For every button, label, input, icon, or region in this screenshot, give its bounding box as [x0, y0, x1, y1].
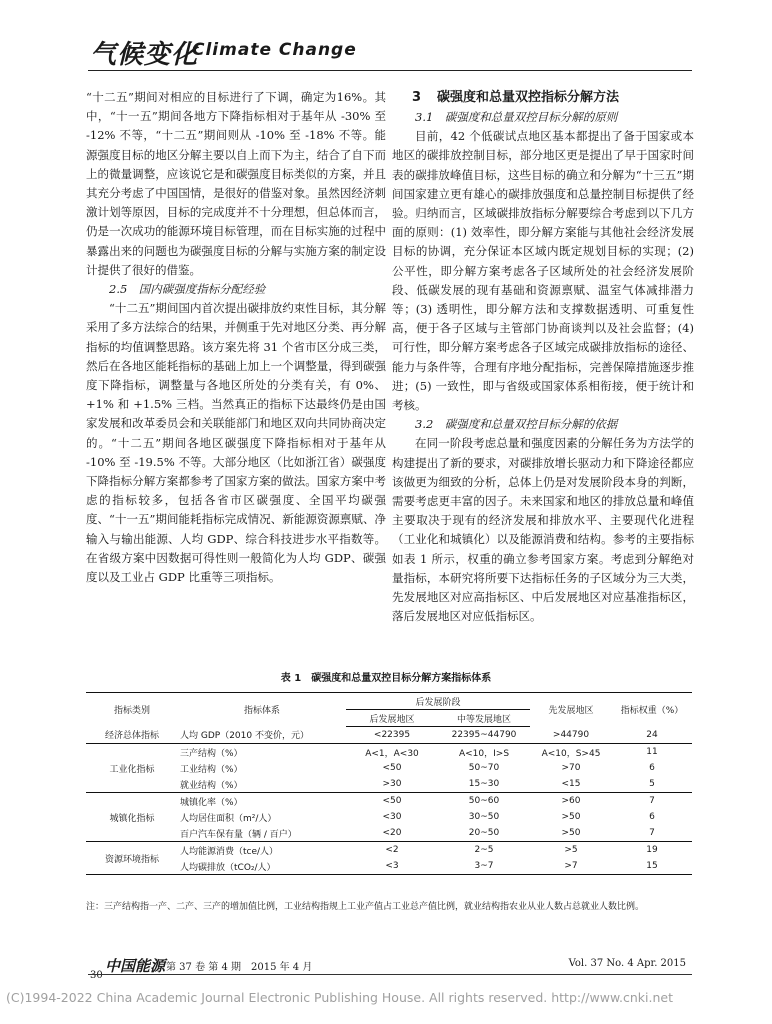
cell-first: >5 — [564, 845, 578, 855]
cell-late: <50 — [382, 796, 402, 806]
th-mid: 中等发展地区 — [438, 710, 530, 727]
cell-mid: 20~50 — [438, 825, 530, 842]
journal-title-en: Climate Change — [192, 40, 357, 60]
cell-category: 资源环境指标 — [86, 842, 178, 875]
cell-first: A<10，S>45 — [541, 748, 601, 759]
cell-category: 工业化指标 — [86, 744, 178, 793]
cell-mid: 2~5 — [474, 845, 494, 855]
table-row — [86, 744, 692, 761]
cell-first: >60 — [561, 796, 581, 806]
cell-mid: A<10，I>S — [458, 748, 510, 759]
cell-first: >70 — [561, 763, 581, 773]
cell-indicator: 人均居住面积（m²/人） — [180, 813, 277, 824]
cell-weight: 15 — [612, 858, 692, 875]
cell-indicator: 城镇化率（%） — [180, 797, 243, 808]
table-row — [86, 842, 692, 859]
paragraph: “十二五”期间国内首次提出碳排放约束性目标，其分解采用了多方法综合的结果，并侧重于先对地区分类、再分解指标的均值调整思路。该方案先将 31 个省市区分成三类，然后在各地区能耗指标的基础上加上一个调整量，得到碳强度下降指标，调整量与各地区所处的分类有关，有 0%、+1% 和 +1.5% 三档。当然真正的指标下达最终仍是由国家发展和改革委员会和关联能部门和地区双向共同协商决定的。“十二五”期间各地区碳强度下降指标相对于基年从 -10% 至 -19.5% 不等。大部分地区（比如浙江省）碳强度下降指标分解方案都参考了国家方案的做法。国家方案中考虑的指标较多，包括各省市区碳强度、全国平均碳强度、“十一五”期间能耗指标完成情况、新能源资源禀赋、净输入与输出能源、人均 GDP、综合科技进步水平指数等。在省级方案中因数据可得性则一般简化为人均 GDP、碳强度以及工业占 GDP 比重等三项指标。 — [86, 301, 386, 585]
th-category: 指标类别 — [86, 693, 178, 727]
cell-indicator: 三产结构（%） — [180, 748, 243, 759]
cell-first: >50 — [530, 825, 612, 842]
footer-rule — [88, 974, 692, 975]
cell-weight: 19 — [646, 845, 658, 855]
volume-info: Vol. 37 No. 4 Apr. 2015 — [568, 958, 686, 969]
cell-late: <3 — [346, 858, 438, 875]
cell-indicator: 人均 GDP（2010 不变价，元） — [178, 727, 346, 744]
table-row — [86, 793, 692, 810]
journal-logo: 中国能源 — [105, 957, 166, 975]
header-rule — [88, 70, 692, 71]
cell-weight: 11 — [646, 747, 658, 757]
cell-first: >7 — [530, 858, 612, 875]
cell-late: >30 — [346, 776, 438, 793]
cell-late: <50 — [382, 763, 402, 773]
th-weight: 指标权重（%） — [612, 693, 692, 727]
cell-mid: 50~70 — [468, 763, 500, 773]
cell-first: >50 — [561, 812, 581, 822]
journal-title-cn: 气候变化 — [90, 40, 199, 70]
section-title: 碳强度和总量双控指标分解方法 — [437, 90, 620, 105]
cell-mid: 15~30 — [438, 776, 530, 793]
section-heading-3-2: 3.2 碳强度和总量双控目标分解的依据 — [415, 417, 618, 432]
section-heading-3 — [412, 88, 694, 108]
page-number: 30 — [90, 970, 103, 981]
cell-first: <15 — [530, 776, 612, 793]
copyright-watermark: (C)1994-2022 China Academic Journal Electronic Publishing House. All rights reserved. http://www.cnki.net — [6, 990, 673, 1005]
paragraph: 目前，42 个低碳试点地区基本都提出了备于国家或本地区的碳排放控制目标，部分地区更是提出了早于国家时间表的碳排放峰值目标，这些目标的确立和分解为“十三五”期间国家建立更有雄心的碳排放强度和总量控制目标提供了经验。归纳而言，区域碳排放指标分解要综合考虑到以下几方面的原则：(1) 效率性，即分解方案能与其他社会经济发展目标的协调，充分保证本区域内既定规划目标的实现；(2) 公平性，即分解方案考虑各子区域所处的社会经济发展阶段、低碳发展的现有基础和资源禀赋、温室气体减排潜力等；(3) 透明性，即分解方法和支撑数据透明、可重复性高，便于各子区域与主管部门协商谈判以及社会监督；(4) 可行性，即分解方案考虑各子区域完成碳排放指标的途径、能力与条件等，合理有序地分配指标，完善保障措施逐步推进；(5) 一致性，即与省级或国家体系相衔接，便于统计和考核。 — [392, 129, 694, 413]
cell-mid: 30~50 — [468, 812, 500, 822]
th-late: 后发展地区 — [346, 710, 438, 727]
cell-weight: 7 — [649, 796, 655, 806]
cell-weight: 24 — [612, 727, 692, 744]
indicator-table — [86, 692, 692, 875]
cell-mid: 3~7 — [438, 858, 530, 875]
th-indicator: 指标体系 — [178, 693, 346, 727]
issue-info: 第 37 卷 第 4 期 2015 年 4 月 — [166, 962, 313, 973]
cell-indicator: 人均能源消费（tce/人） — [180, 846, 279, 857]
cell-category: 城镇化指标 — [86, 793, 178, 842]
cell-indicator: 人均碳排放（tCO₂/人） — [178, 858, 346, 875]
cell-late: <2 — [385, 845, 399, 855]
table-caption: 表 1 碳强度和总量双控目标分解方案指标体系 — [280, 673, 492, 684]
section-number: 3 — [412, 90, 422, 105]
cell-weight: 5 — [612, 776, 692, 793]
cell-mid: 22395~44790 — [438, 727, 530, 744]
paragraph: “十二五”期间对相应的目标进行了下调，确定为16%。其中，“十一五”期间各地方下降指标相对于基年从 -30% 至 -12% 不等，“十二五”期间则从 -10% 至 -18% 不等。能源强度目标的地区分解主要以自上而下为主，结合了自下而上的微量调整，应该说它是和碳强度目标类似的方案，并且其充分考虑了中国国情，是很好的借鉴对象。虽然因经济刺激计划等原因，目标的完成度并不十分理想，但总体而言，仍是一次成功的能源环境目标管理，而在目标实施的过程中暴露出来的问题也为碳强度目标的分解与实施方案的制定设计提供了很好的借鉴。 — [86, 90, 386, 277]
left-column — [86, 88, 386, 587]
cell-indicator: 工业结构（%） — [180, 764, 243, 775]
cell-mid: 50~60 — [468, 796, 500, 806]
cell-weight: 6 — [649, 812, 655, 822]
right-column — [392, 88, 694, 626]
cell-indicator: 百户汽车保有量（辆 / 百户） — [178, 825, 346, 842]
cell-weight: 6 — [649, 763, 655, 773]
table-note: 注：三产结构指一产、二产、三产的增加值比例，工业结构指规上工业产值占工业总产值比例，就业结构指农业从业人数占总就业人数比例。 — [86, 902, 645, 912]
cell-indicator: 就业结构（%） — [178, 776, 346, 793]
section-heading-2-5: 2.5 国内碳强度指标分配经验 — [109, 282, 266, 297]
paragraph: 在同一阶段考虑总量和强度因素的分解任务为方法学的构建提出了新的要求，对碳排放增长驱动力和下降途径都应该做更为细致的分析，总体上仍是对发展阶段本身的判断，需要考虑更丰富的因子。未来国家和地区的排放总量和峰值主要取决于现有的经济发展和排放水平、主要现代化进程（工业化和城镇化）以及能源消费和结构。参考的主要指标如表 1 所示，权重的确立参考国家方案。考虑到分解绝对量指标，本研究将所要下达指标任务的子区域分为三大类，先发展地区对应高指标区、中后发展地区对应基准指标区，落后发展地区对应低指标区。 — [392, 436, 694, 624]
cell-category: 经济总体指标 — [86, 727, 178, 744]
cell-weight: 7 — [612, 825, 692, 842]
th-first: 先发展地区 — [530, 693, 612, 727]
cell-late: A<1，A<30 — [365, 748, 419, 759]
table-row — [86, 727, 692, 744]
cell-late: <30 — [382, 812, 402, 822]
cell-late: <20 — [346, 825, 438, 842]
cell-first: >44790 — [530, 727, 612, 744]
cell-late: <22395 — [346, 727, 438, 744]
th-late-group: 后发展阶段 — [346, 693, 530, 710]
section-heading-3-1: 3.1 碳强度和总量双控目标分解的原则 — [415, 110, 618, 124]
